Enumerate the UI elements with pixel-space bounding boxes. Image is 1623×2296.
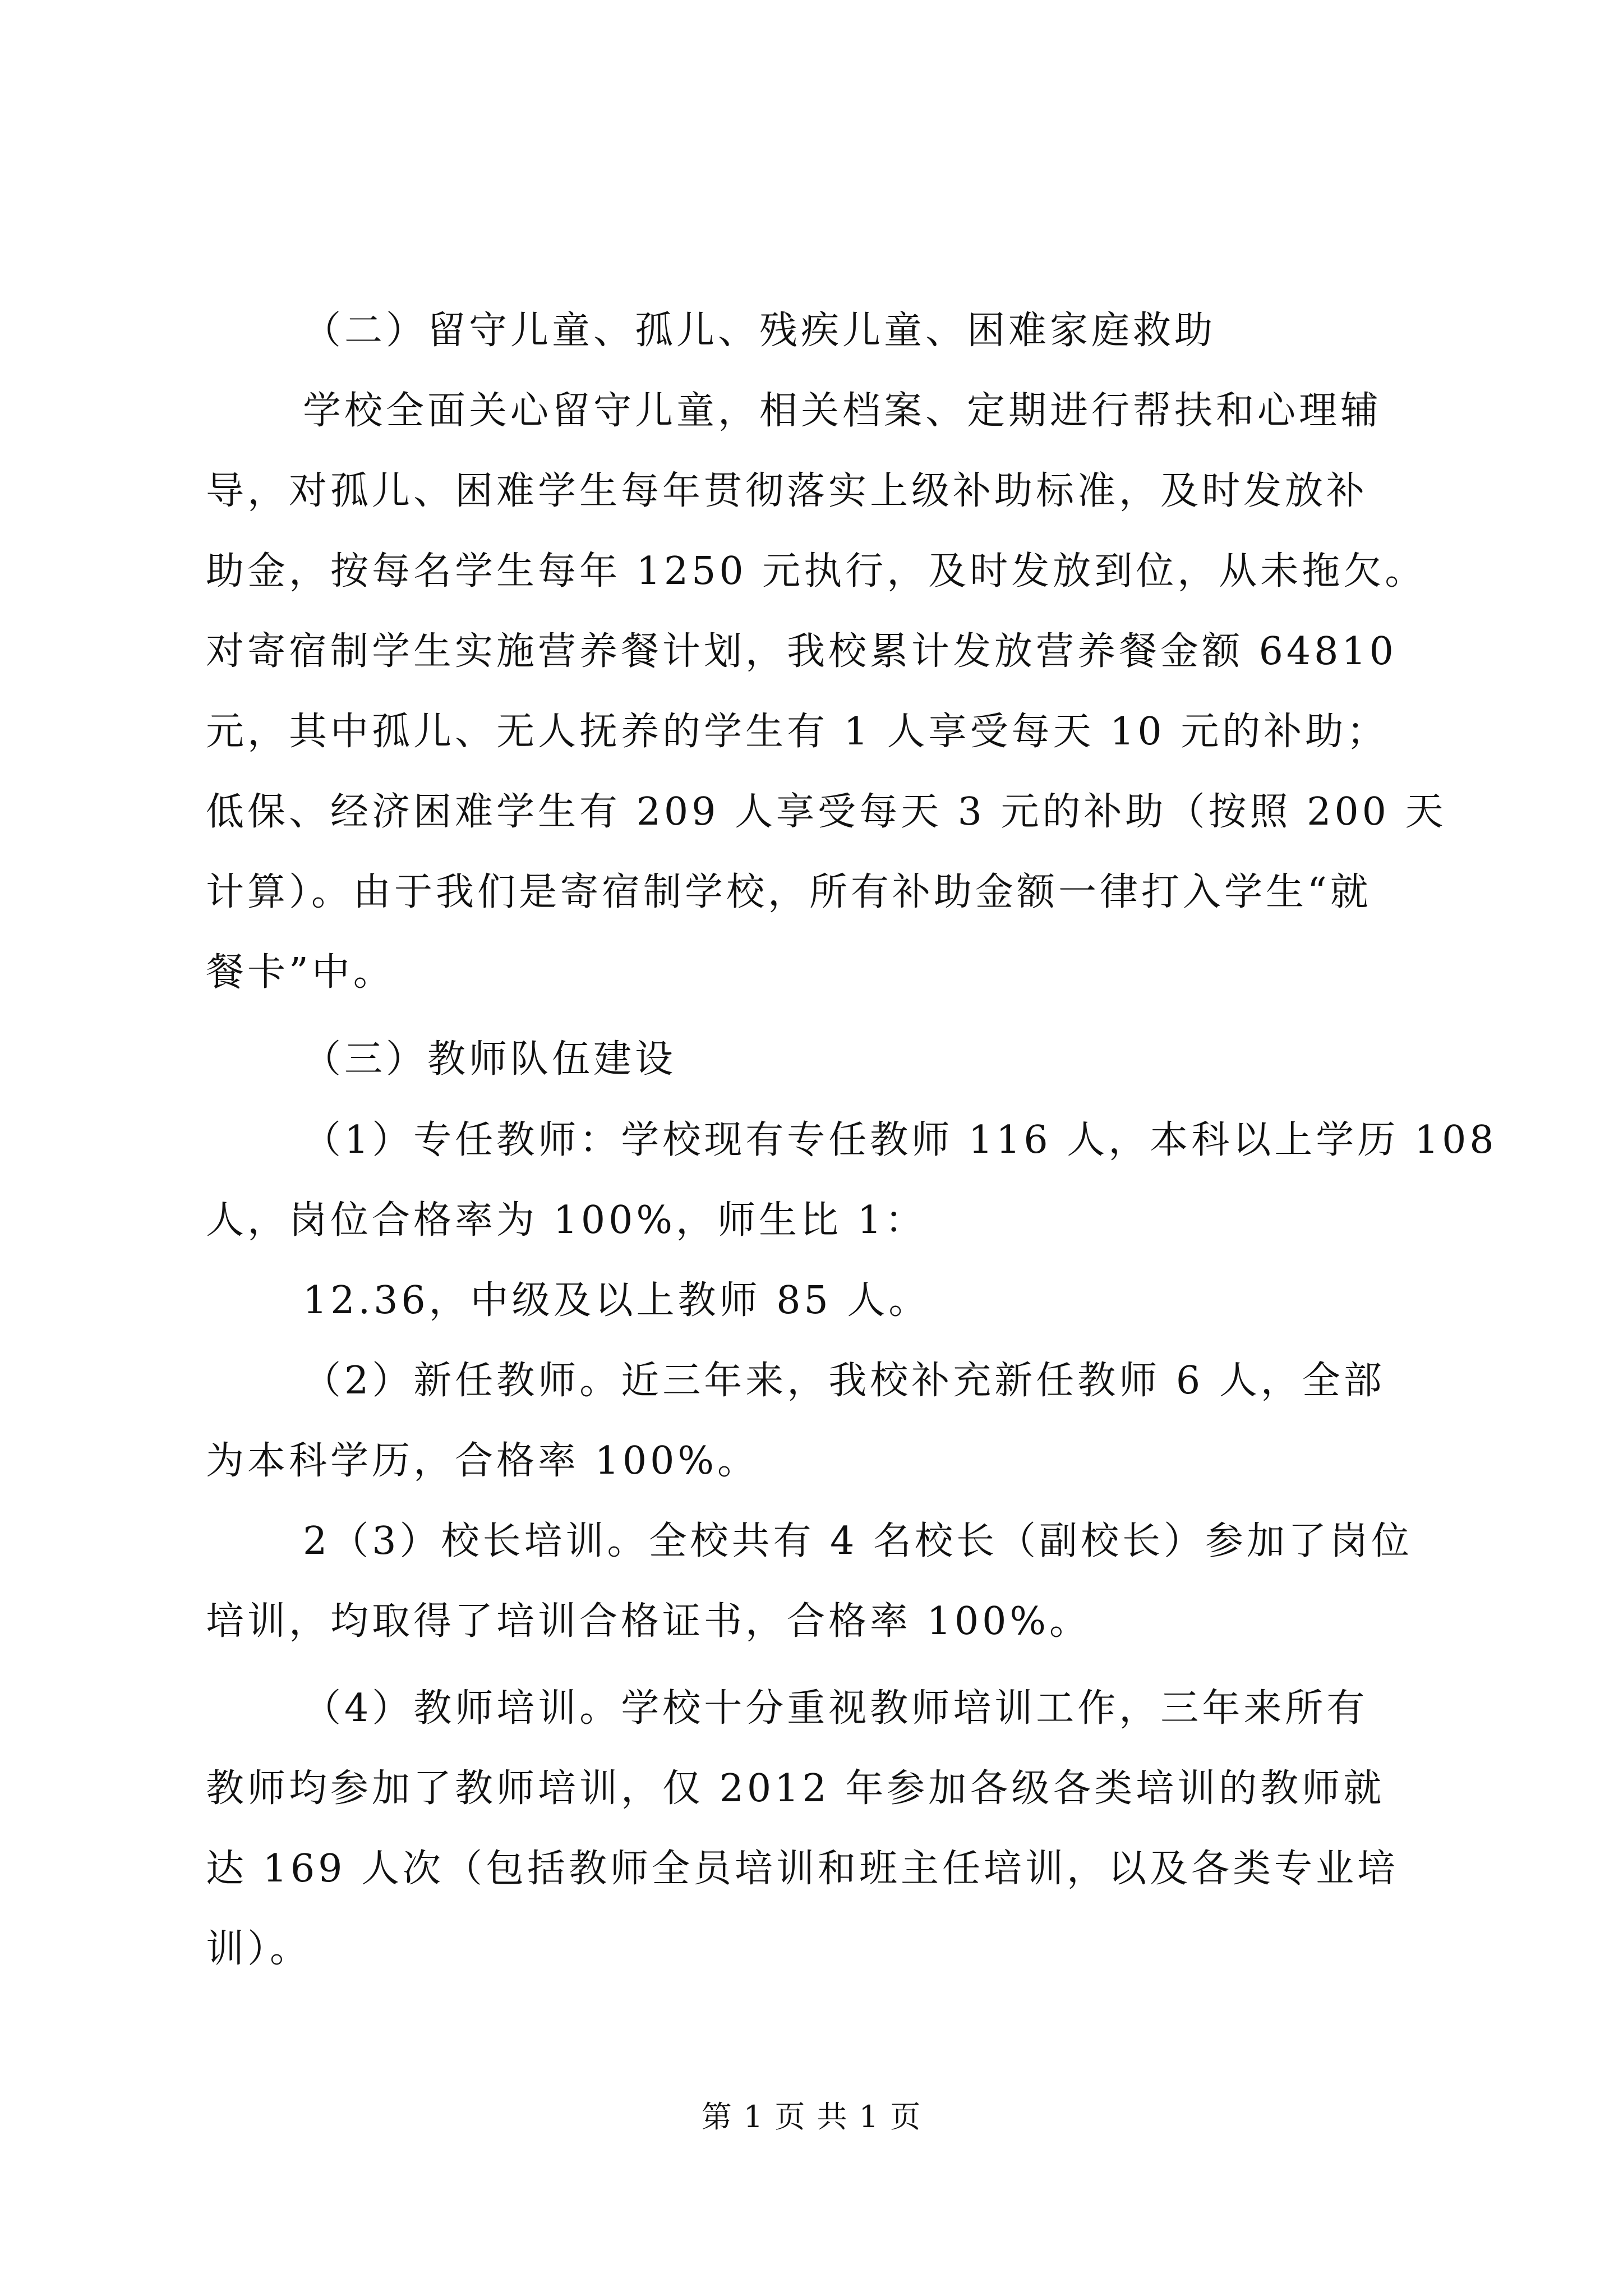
paragraph-line: 导，对孤儿、困难学生每年贯彻落实上级补助标准，及时发放补 [206, 469, 1368, 513]
paragraph-line: （4）教师培训。学校十分重视教师培训工作，三年来所有 [303, 1686, 1368, 1731]
paragraph-line: 2（3）校长培训。全校共有 4 名校长（副校长）参加了岗位 [303, 1519, 1413, 1563]
paragraph-line: 达 169 人次（包括教师全员培训和班主任培训，以及各类专业培 [206, 1847, 1399, 1891]
section-heading-2: （二）留守儿童、孤儿、残疾儿童、困难家庭救助 [303, 309, 1216, 353]
paragraph-line: 人，岗位合格率为 100%，师生比 1： [206, 1198, 926, 1243]
paragraph-line: 低保、经济困难学生有 209 人享受每天 3 元的补助（按照 200 天 [206, 790, 1447, 834]
section-heading-3: （三）教师队伍建设 [303, 1037, 677, 1082]
paragraph-line: 对寄宿制学生实施营养餐计划，我校累计发放营养餐金额 64810 [206, 629, 1397, 674]
paragraph-line: （2）新任教师。近三年来，我校补充新任教师 6 人，全部 [303, 1359, 1385, 1403]
paragraph-line: 教师均参加了教师培训，仅 2012 年参加各级各类培训的教师就 [206, 1766, 1385, 1811]
paragraph-line: 学校全面关心留守儿童，相关档案、定期进行帮扶和心理辅 [303, 389, 1382, 433]
paragraph-line: 计算）。由于我们是寄宿制学校，所有补助金额一律打入学生“就 [206, 870, 1372, 914]
paragraph-line: 元，其中孤儿、无人抚养的学生有 1 人享受每天 10 元的补助； [206, 710, 1389, 754]
paragraph-line: 12.36，中级及以上教师 85 人。 [303, 1278, 930, 1323]
paragraph-line: 培训，均取得了培训合格证书，合格率 100%。 [206, 1599, 1091, 1644]
paragraph-line: 训）。 [206, 1927, 312, 1971]
paragraph-line: 为本科学历，合格率 100%。 [206, 1439, 759, 1483]
paragraph-line: 餐卡”中。 [206, 950, 395, 995]
paragraph-line: （1）专任教师：学校现有专任教师 116 人，本科以上学历 108 [303, 1118, 1497, 1162]
page-footer: 第 1 页 共 1 页 [701, 2099, 922, 2134]
paragraph-line: 助金，按每名学生每年 1250 元执行，及时发放到位，从未拖欠。 [206, 549, 1427, 593]
